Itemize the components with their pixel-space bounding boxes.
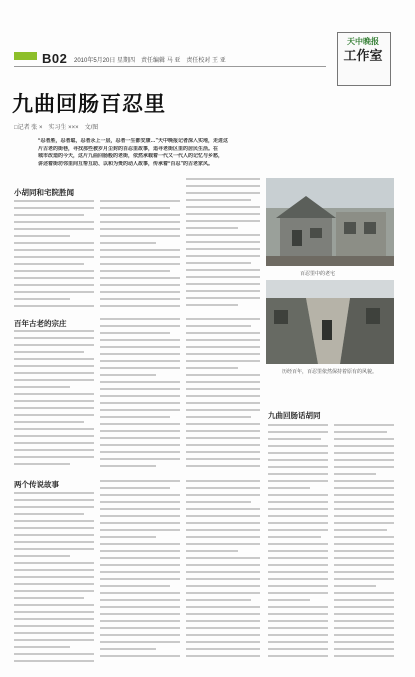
body-text-col2-c	[100, 480, 180, 668]
lead-line: 讲述着街坊邻里间互帮互助、以和为贵的动人故事，传承着“百忍”的古老家风。	[38, 160, 214, 167]
article-lead	[38, 138, 310, 168]
body-text-col5-a	[334, 424, 394, 668]
body-text-col3-c	[186, 480, 260, 668]
photo-caption: 历经百年，百忍里依然保持着原有的风貌。	[282, 369, 378, 375]
body-text-col3-a	[186, 178, 260, 312]
section-title: 小胡同和宅院胜闻	[14, 188, 74, 197]
lead-line: 城市改造的今天，这片九曲回肠般的老街，依然承载着一代又一代人的记忆与乡愁，	[38, 153, 224, 159]
page-number: B02	[42, 51, 68, 66]
section-title: 百年古老的宗庄	[14, 319, 67, 328]
photo-alley	[266, 280, 394, 364]
lead-line: “忍者胜，忍者聪，忍者永上一层，忍者一生都安康…”天中晚报记者深入实地，走进这	[38, 138, 229, 144]
page-meta: 2010年5月20日 星期四 责任编辑 马 亚 责任校对 王 亚	[74, 58, 226, 64]
body-text-col4-a	[268, 424, 328, 668]
body-text-col2-a	[100, 200, 180, 312]
body-text-col1-a	[14, 200, 94, 312]
photo-old-courtyard	[266, 178, 394, 266]
body-text-col3-b	[186, 318, 260, 474]
body-text-col2-b	[100, 318, 180, 474]
column-name: 工作室	[343, 48, 383, 63]
body-text-col1-b	[14, 330, 94, 474]
section-color-tab	[14, 52, 37, 60]
header-rule	[14, 66, 326, 67]
section-title: 九曲回肠话胡同	[268, 411, 321, 420]
photo-caption: 百忍里中的老宅	[300, 271, 336, 277]
lead-line: 片古老的街巷，寻找那些被岁月尘封的百忍里故事，追寻老街区里的居民生活。在	[38, 145, 219, 152]
section-title: 两个传说故事	[14, 480, 59, 489]
article-byline: □记者 张 × 实习生 ××× 文/图	[14, 125, 99, 131]
body-text-col1-c	[14, 492, 94, 668]
article-title: 九曲回肠百忍里	[12, 93, 166, 116]
column-brand: 天中晚报	[347, 37, 379, 46]
